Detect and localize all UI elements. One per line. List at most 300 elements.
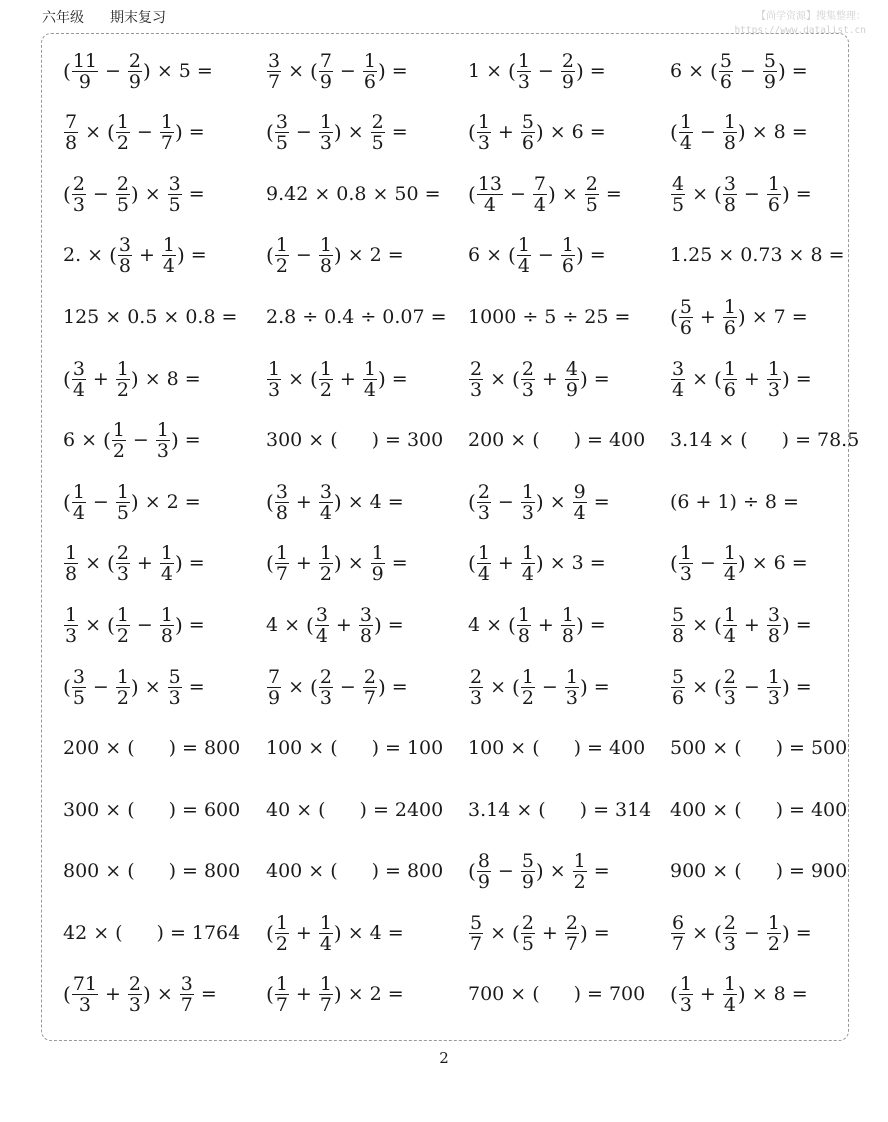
number: 8	[773, 121, 786, 143]
denominator: 4	[72, 501, 85, 524]
operator: ×	[751, 983, 768, 1005]
open-paren: (	[468, 551, 476, 575]
numerator: 5	[672, 603, 685, 626]
operator: +	[743, 368, 760, 390]
number: 200	[468, 429, 505, 451]
fraction	[64, 543, 78, 584]
number: 400	[810, 799, 848, 821]
math-problem	[670, 101, 814, 163]
denominator: 3	[767, 378, 780, 401]
denominator: 6	[363, 70, 376, 93]
denominator: 4	[517, 254, 530, 277]
number: 6	[468, 244, 481, 266]
numerator: 1	[767, 911, 780, 934]
number: )	[359, 799, 367, 821]
operator: =	[593, 491, 610, 513]
fraction	[671, 913, 685, 954]
math-problem	[63, 963, 223, 1025]
operator: =	[593, 676, 610, 698]
operator: =	[391, 121, 408, 143]
numerator: 1	[160, 110, 173, 133]
fraction	[561, 51, 575, 92]
close-paren: )	[333, 120, 342, 144]
denominator: 5	[672, 193, 685, 216]
close-paren: )	[579, 367, 588, 391]
math-problem	[468, 717, 645, 779]
numerator: 2	[521, 357, 534, 380]
denominator: 2	[275, 932, 288, 955]
numerator: 8	[477, 849, 490, 872]
open-paren: (	[468, 490, 476, 514]
operator: +	[541, 368, 558, 390]
number: 0.73	[740, 244, 783, 266]
number: 5	[178, 60, 191, 82]
operator: −	[92, 183, 109, 205]
number: 4	[468, 614, 481, 636]
number: )	[371, 860, 380, 882]
number: 4	[369, 922, 382, 944]
denominator: 7	[180, 993, 193, 1016]
fraction	[477, 543, 491, 584]
problem-row	[63, 348, 853, 410]
denominator: 4	[679, 131, 692, 154]
numerator: 1	[767, 665, 780, 688]
operator: +	[105, 983, 121, 1005]
numerator: 5	[521, 110, 534, 133]
denominator: 6	[723, 316, 736, 339]
denominator: 2	[275, 254, 288, 277]
operator: ×	[692, 676, 709, 698]
close-paren: )	[333, 243, 342, 267]
operator: ÷	[302, 306, 319, 328]
denominator: 9	[561, 70, 574, 93]
fraction	[319, 913, 333, 954]
fraction	[162, 235, 176, 276]
denominator: 3	[319, 686, 332, 709]
fraction	[275, 974, 289, 1015]
header-title: 期末复习	[110, 10, 166, 26]
number: (	[538, 799, 546, 821]
number: 9.42	[266, 183, 309, 205]
operator: ×	[486, 60, 503, 82]
fraction	[767, 174, 781, 215]
open-paren: (	[670, 305, 678, 329]
numerator: 2	[128, 972, 142, 995]
numerator: 1	[767, 357, 780, 380]
operator: ×	[93, 922, 110, 944]
denominator: 3	[168, 686, 181, 709]
number: (	[330, 737, 338, 759]
math-problem	[266, 471, 410, 533]
math-problem	[63, 779, 240, 841]
fraction	[767, 667, 781, 708]
number: 0.4	[324, 306, 355, 328]
number: 25	[584, 306, 609, 328]
math-problem	[670, 717, 847, 779]
numerator: 3	[168, 172, 181, 195]
fraction	[521, 112, 535, 153]
fraction	[363, 51, 377, 92]
operator: =	[593, 860, 610, 882]
denominator: 3	[723, 686, 736, 709]
operator: ×	[751, 306, 768, 328]
fraction	[319, 51, 333, 92]
operator: +	[695, 491, 712, 513]
fraction	[118, 235, 132, 276]
fraction	[128, 974, 142, 1015]
fraction	[267, 667, 281, 708]
numerator: 1	[477, 541, 490, 564]
denominator: 9	[128, 70, 142, 93]
fraction	[561, 605, 575, 646]
denominator: 8	[517, 624, 530, 647]
operator: =	[169, 922, 186, 944]
operator: =	[424, 183, 441, 205]
denominator: 7	[319, 993, 332, 1016]
numerator: 1	[679, 110, 692, 133]
number: )	[573, 429, 582, 451]
close-paren: )	[575, 613, 584, 637]
math-problem	[468, 348, 616, 410]
number: )	[775, 799, 784, 821]
numerator: 1	[319, 357, 332, 380]
close-paren: )	[737, 305, 746, 329]
number: 0.8	[336, 183, 367, 205]
denominator: 9	[521, 870, 534, 893]
close-paren: )	[777, 59, 786, 83]
number: 2.	[63, 244, 82, 266]
denominator: 2	[319, 562, 332, 585]
operator: −	[743, 676, 760, 698]
math-problem	[63, 532, 211, 594]
operator: =	[188, 121, 205, 143]
denominator: 3	[723, 932, 736, 955]
operator: −	[699, 552, 716, 574]
operator: ×	[490, 676, 507, 698]
fraction	[565, 667, 579, 708]
open-paren: (	[670, 120, 678, 144]
operator: ×	[712, 799, 729, 821]
math-problem	[468, 409, 645, 471]
number: 900	[670, 860, 707, 882]
fraction	[275, 112, 289, 153]
operator: ×	[156, 983, 173, 1005]
denominator: 8	[275, 501, 288, 524]
fraction	[477, 482, 491, 523]
open-paren: (	[63, 982, 71, 1006]
operator: +	[92, 368, 109, 390]
open-paren: (	[714, 613, 722, 637]
numerator: 1	[521, 541, 534, 564]
operator: =	[587, 737, 603, 759]
operator: +	[743, 614, 760, 636]
math-problem	[468, 471, 616, 533]
problem-row	[63, 286, 853, 348]
numerator: 2	[371, 110, 384, 133]
operator: =	[182, 860, 198, 882]
operator: +	[497, 552, 514, 574]
denominator: 3	[521, 501, 534, 524]
fraction	[679, 297, 693, 338]
denominator: 4	[319, 501, 332, 524]
math-problem	[63, 409, 207, 471]
fraction	[469, 667, 483, 708]
math-problem	[266, 902, 410, 964]
operator: ×	[288, 368, 305, 390]
denominator: 8	[65, 131, 78, 154]
fraction	[719, 51, 733, 92]
fraction	[64, 605, 78, 646]
denominator: 6	[521, 131, 534, 154]
numerator: 2	[477, 480, 490, 503]
fraction	[72, 51, 98, 92]
operator: =	[593, 368, 610, 390]
fraction	[72, 174, 86, 215]
operator: ×	[486, 614, 503, 636]
numerator: 3	[72, 357, 85, 380]
operator: ×	[688, 60, 705, 82]
denominator: 6	[679, 316, 692, 339]
numerator: 1	[319, 233, 332, 256]
number: 600	[203, 799, 241, 821]
open-paren: (	[714, 675, 722, 699]
numerator: 2	[561, 49, 574, 72]
numerator: 1	[116, 603, 129, 626]
close-paren: )	[130, 367, 139, 391]
fraction	[116, 174, 130, 215]
operator: −	[136, 614, 153, 636]
denominator: 7	[275, 993, 288, 1016]
math-problem	[670, 348, 818, 410]
numerator: 1	[363, 357, 376, 380]
number: 100	[266, 737, 303, 759]
operator: =	[614, 306, 631, 328]
fraction	[128, 51, 142, 92]
numerator: 2	[470, 357, 483, 380]
denominator: 4	[723, 624, 736, 647]
operator: =	[391, 60, 408, 82]
fraction	[469, 913, 483, 954]
open-paren: (	[508, 59, 516, 83]
numerator: 7	[319, 49, 332, 72]
number: 0.5	[127, 306, 158, 328]
open-paren: (	[306, 613, 314, 637]
fraction	[517, 235, 531, 276]
numerator: 1	[723, 972, 736, 995]
operator: −	[497, 491, 514, 513]
operator: ×	[288, 676, 305, 698]
number: 800	[406, 860, 444, 882]
denominator: 6	[672, 686, 685, 709]
numerator: 1	[363, 49, 376, 72]
numerator: 5	[672, 665, 685, 688]
close-paren: )	[737, 982, 746, 1006]
fraction	[521, 667, 535, 708]
operator: −	[92, 491, 109, 513]
open-paren: (	[107, 613, 115, 637]
operator: =	[182, 737, 198, 759]
number: 400	[608, 737, 646, 759]
math-problem	[266, 101, 414, 163]
fraction	[160, 543, 174, 584]
numerator: 5	[521, 849, 534, 872]
operator: =	[605, 183, 622, 205]
fraction	[573, 851, 587, 892]
operator: ×	[105, 737, 122, 759]
number: (	[330, 860, 338, 882]
operator: −	[295, 244, 312, 266]
close-paren: )	[535, 490, 544, 514]
number: 314	[615, 799, 652, 821]
operator: =	[795, 922, 812, 944]
operator: ×	[510, 983, 527, 1005]
numerator: 3	[319, 480, 332, 503]
operator: ×	[288, 60, 305, 82]
operator: ×	[712, 737, 729, 759]
denominator: 6	[767, 193, 780, 216]
operator: ×	[347, 121, 364, 143]
number: 50	[394, 183, 419, 205]
operator: =	[372, 799, 389, 821]
number: 8	[166, 368, 179, 390]
fraction	[112, 420, 126, 461]
fraction	[723, 543, 737, 584]
fraction	[723, 974, 737, 1015]
operator: =	[589, 552, 606, 574]
problem-row	[63, 594, 853, 656]
numerator: 1	[767, 172, 780, 195]
operator: ×	[549, 552, 566, 574]
close-paren: )	[579, 675, 588, 699]
fraction	[371, 543, 385, 584]
numerator: 1	[275, 233, 288, 256]
operator: ×	[144, 676, 161, 698]
number: )	[168, 860, 177, 882]
fraction	[723, 297, 737, 338]
fraction	[359, 605, 373, 646]
operator: ×	[486, 244, 503, 266]
numerator: 7	[268, 665, 281, 688]
numerator: 1	[116, 665, 129, 688]
fraction	[275, 913, 289, 954]
close-paren: )	[781, 182, 790, 206]
fraction	[116, 543, 130, 584]
open-paren: (	[468, 182, 476, 206]
open-paren: (	[266, 982, 274, 1006]
operator: ×	[85, 121, 102, 143]
fraction	[561, 235, 575, 276]
operator: =	[791, 552, 808, 574]
math-problem	[63, 40, 219, 102]
number: 100	[406, 737, 444, 759]
page-number: 2	[439, 1049, 449, 1067]
operator: =	[385, 737, 401, 759]
problem-row	[63, 840, 853, 902]
number: )	[579, 799, 588, 821]
numerator: 3	[723, 172, 736, 195]
operator: =	[795, 614, 812, 636]
numerator: 1	[561, 233, 574, 256]
math-problem	[266, 348, 414, 410]
denominator: 6	[561, 254, 574, 277]
number: )	[775, 860, 784, 882]
denominator: 4	[723, 993, 736, 1016]
close-paren: )	[333, 982, 342, 1006]
number: (	[734, 799, 742, 821]
fraction	[64, 112, 78, 153]
operator: ×	[308, 860, 325, 882]
fraction	[156, 420, 170, 461]
number: (	[127, 799, 135, 821]
operator: ÷	[360, 306, 377, 328]
number: (	[330, 429, 338, 451]
number: (	[532, 429, 540, 451]
operator: ×	[718, 244, 735, 266]
close-paren: )	[130, 490, 139, 514]
operator: −	[743, 183, 760, 205]
fraction	[723, 913, 737, 954]
numerator: 3	[359, 603, 372, 626]
numerator: 5	[168, 665, 181, 688]
numerator: 1	[72, 480, 85, 503]
math-problem	[670, 532, 814, 594]
operator: =	[782, 491, 799, 513]
denominator: 8	[767, 624, 780, 647]
operator: ×	[347, 244, 364, 266]
numerator: 3	[268, 49, 281, 72]
fraction	[72, 974, 98, 1015]
operator: =	[387, 983, 404, 1005]
fraction	[116, 112, 130, 153]
operator: =	[795, 676, 812, 698]
number: 400	[266, 860, 303, 882]
number: 6	[63, 429, 76, 451]
operator: ×	[314, 183, 331, 205]
close-paren: )	[575, 59, 584, 83]
numerator: 1	[723, 295, 736, 318]
fraction	[267, 359, 281, 400]
operator: ×	[712, 860, 729, 882]
denominator: 3	[470, 378, 483, 401]
denominator: 9	[371, 562, 384, 585]
operator: ×	[144, 183, 161, 205]
problem-row	[63, 163, 853, 225]
problem-row	[63, 717, 853, 779]
operator: +	[497, 121, 514, 143]
math-problem	[266, 40, 414, 102]
operator: −	[92, 676, 109, 698]
operator: +	[136, 552, 153, 574]
number: 2	[369, 983, 382, 1005]
operator: ×	[751, 121, 768, 143]
math-problem	[468, 902, 616, 964]
close-paren: )	[535, 551, 544, 575]
math-problem	[63, 224, 213, 286]
open-paren: (	[266, 921, 274, 945]
math-problem	[63, 286, 243, 348]
close-paren: )	[575, 243, 584, 267]
number: (	[318, 799, 326, 821]
number: 0.8	[185, 306, 216, 328]
number: 1000	[468, 306, 517, 328]
number: )	[573, 737, 582, 759]
open-paren: (	[310, 675, 318, 699]
numerator: 3	[118, 233, 131, 256]
math-problem	[63, 163, 211, 225]
numerator: 1	[679, 972, 692, 995]
open-paren: (	[310, 59, 318, 83]
numerator: 2	[116, 172, 129, 195]
